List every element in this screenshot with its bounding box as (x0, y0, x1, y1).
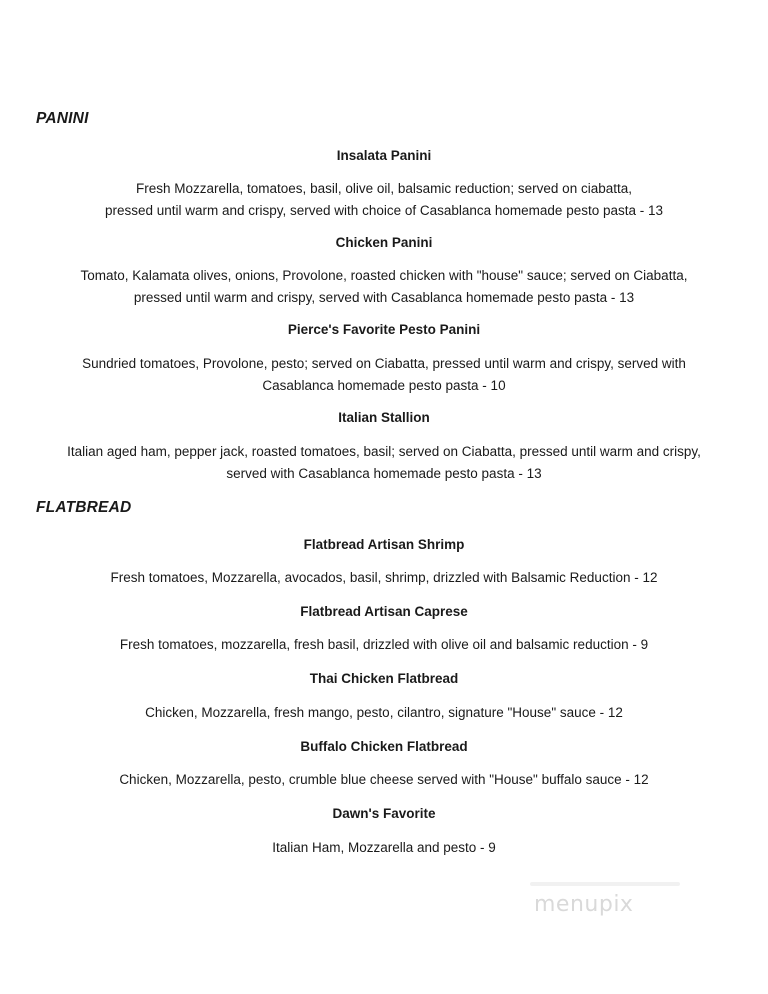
menu-item-name: Italian Stallion (338, 410, 430, 425)
menu-item-name: Thai Chicken Flatbread (309, 671, 459, 686)
description-line: Italian aged ham, pepper jack, roasted tomatoes, basil; served on Ciabatta, pressed until warm and crispy, (67, 444, 701, 459)
menu-item-name: Flatbread Artisan Caprese (300, 604, 468, 619)
description-line: pressed until warm and crispy, served with choice of Casablanca homemade pesto pasta - 13 (104, 203, 664, 218)
description-line: Casablanca homemade pesto pasta - 10 (262, 378, 506, 393)
description-line: served with Casablanca homemade pesto pasta - 13 (226, 466, 542, 481)
menu-item-description: Chicken, Mozzarella, pesto, crumble blue cheese served with "House" buffalo sauce - 12 (119, 772, 649, 787)
menu-item-name: Insalata Panini (336, 148, 432, 163)
description-line: Tomato, Kalamata olives, onions, Provolone, roasted chicken with "house" sauce; served on Ciabatta, (80, 268, 688, 283)
menu-item-description: Fresh tomatoes, mozzarella, fresh basil, drizzled with olive oil and balsamic reduction - 9 (119, 637, 649, 652)
menu-item-description (30, 265, 738, 309)
menu-item-description (30, 441, 738, 485)
menu-item-name: Buffalo Chicken Flatbread (300, 739, 468, 754)
description-line: pressed until warm and crispy, served with Casablanca homemade pesto pasta - 13 (133, 290, 635, 305)
menu-item-description (30, 178, 738, 222)
menu-item-description: Fresh tomatoes, Mozzarella, avocados, basil, shrimp, drizzled with Balsamic Reduction - 12 (110, 570, 658, 585)
description-line: Fresh Mozzarella, tomatoes, basil, olive oil, balsamic reduction; served on ciabatta, (136, 181, 632, 196)
menu-item-name: Pierce's Favorite Pesto Panini (287, 322, 481, 337)
menu-item-name: Dawn's Favorite (332, 806, 436, 821)
menu-item-description: Chicken, Mozzarella, fresh mango, pesto, cilantro, signature "House" sauce - 12 (145, 705, 623, 720)
watermark-logo: menupix (534, 892, 634, 917)
watermark-decoration (530, 882, 680, 886)
description-line: Sundried tomatoes, Provolone, pesto; served on Ciabatta, pressed until warm and crispy, served with (82, 356, 686, 371)
menu-item-description: Italian Ham, Mozzarella and pesto - 9 (272, 840, 496, 855)
section-title-flatbread: FLATBREAD (36, 499, 132, 516)
menu-item-name: Chicken Panini (335, 235, 433, 250)
menu-item-name: Flatbread Artisan Shrimp (303, 537, 465, 552)
menu-item-description (30, 353, 738, 397)
section-title-panini: PANINI (36, 110, 89, 127)
